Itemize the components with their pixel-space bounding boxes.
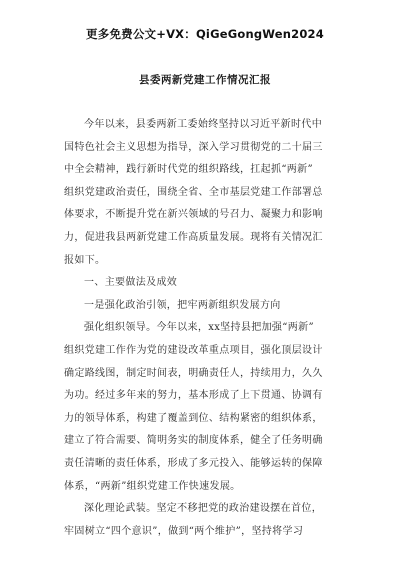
body-line: 组织党建政治责任，围绕全省、全市基层党建工作部署总: [64, 186, 323, 198]
body-line: 今年以来，县委两新工委始终坚持以习近平新时代中: [84, 119, 323, 130]
body-line: 强化组织领导。今年以来，xx坚持县把加强“两新”: [84, 322, 314, 334]
body-line: 中全会精神，践行新时代党的组织路线，扛起抓“两新”: [64, 164, 313, 176]
document-body: [64, 114, 348, 543]
body-line: 一是强化政治引领，把牢两新组织发展方向: [84, 299, 281, 311]
document-title: 县委两新党建工作情况汇报: [139, 74, 271, 86]
body-line: 一、主要做法及成效: [84, 277, 178, 289]
body-line: 深化理论武装。坚定不移把党的政治建设摆在首位，: [84, 503, 323, 515]
watermark-header: 更多免费公文+VX：QiGeGongWen2024: [86, 27, 324, 41]
body-line: 体要求，不断提升党在新兴领域的号召力、凝聚力和影响: [64, 209, 323, 221]
body-line: 建立了符合需要、简明务实的制度体系，健全了任务明确: [64, 435, 323, 447]
body-line: 责任清晰的责任体系，形成了多元投入、能够运转的保障: [64, 457, 323, 469]
body-line: 体系，“两新”组织党建工作快速发展。: [64, 480, 241, 492]
body-line: 确定路线图，制定时间表，明确责任人，持续用力，久久: [64, 367, 323, 379]
body-line: 牢固树立“四个意识”，做到“两个维护”，坚持将学习: [64, 525, 304, 537]
body-line: 国特色社会主义思想为指导，深入学习贯彻党的二十届三: [64, 141, 323, 153]
body-line: 为功。经过多年来的努力，基本形成了上下贯通、协调有: [64, 390, 323, 402]
body-line: 力的领导体系，构建了覆盖到位、结构紧密的组织体系，: [64, 412, 323, 424]
body-line: 力，促进我县两新党建工作高质量发展。现将有关情况汇: [64, 231, 323, 243]
body-line: 报如下。: [64, 254, 106, 266]
body-line: 组织党建工作作为党的建设改革重点项目，强化顶层设计: [64, 344, 323, 356]
